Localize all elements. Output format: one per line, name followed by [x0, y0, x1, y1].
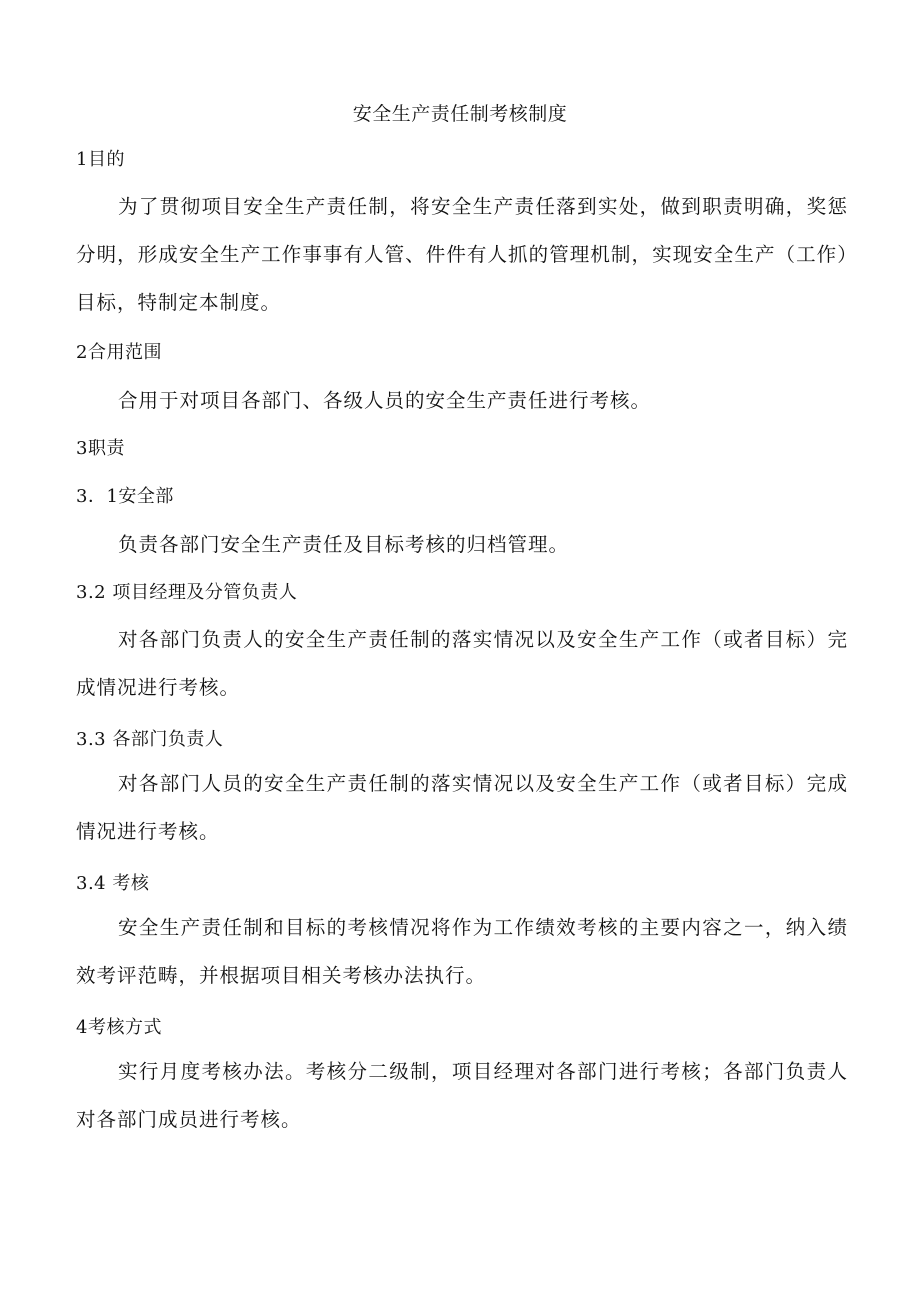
- document-title: 安全生产责任制考核制度: [352, 103, 568, 125]
- section-heading-duties: 3职责: [76, 438, 125, 459]
- section-heading-assessment: 3.4 考核: [76, 873, 150, 894]
- section-heading-safety-dept: 3．1安全部: [76, 486, 174, 507]
- section-heading-project-manager: 3.2 项目经理及分管负责人: [76, 582, 298, 603]
- section-heading-dept-heads: 3.3 各部门负责人: [76, 729, 224, 750]
- paragraph-scope: 合用于对项目各部门、各级人员的安全生产责任进行考核。: [118, 389, 652, 412]
- paragraph-dept-heads: 对各部门人员的安全生产责任制的落实情况以及安全生产工作（或者目标）完成情况进行考核。: [76, 772, 848, 843]
- paragraph-method: 实行月度考核办法。考核分二级制，项目经理对各部门进行考核；各部门负责人对各部门成员进行考核。: [76, 1060, 848, 1131]
- section-heading-purpose: 1目的: [76, 149, 125, 170]
- paragraph-assessment: 安全生产责任制和目标的考核情况将作为工作绩效考核的主要内容之一，纳入绩效考评范畴，并根据项目相关考核办法执行。: [76, 916, 848, 987]
- paragraph-purpose: 为了贯彻项目安全生产责任制，将安全生产责任落到实处，做到职责明确，奖惩分明，形成安全生产工作事事有人管、件件有人抓的管理机制，实现安全生产（工作）目标，特制定本制度。: [76, 195, 848, 314]
- section-heading-scope: 2合用范围: [76, 342, 162, 363]
- paragraph-project-manager: 对各部门负责人的安全生产责任制的落实情况以及安全生产工作（或者目标）完成情况进行考核。: [76, 628, 848, 699]
- paragraph-safety-dept: 负责各部门安全生产责任及目标考核的归档管理。: [118, 533, 570, 556]
- section-heading-method: 4考核方式: [76, 1017, 162, 1038]
